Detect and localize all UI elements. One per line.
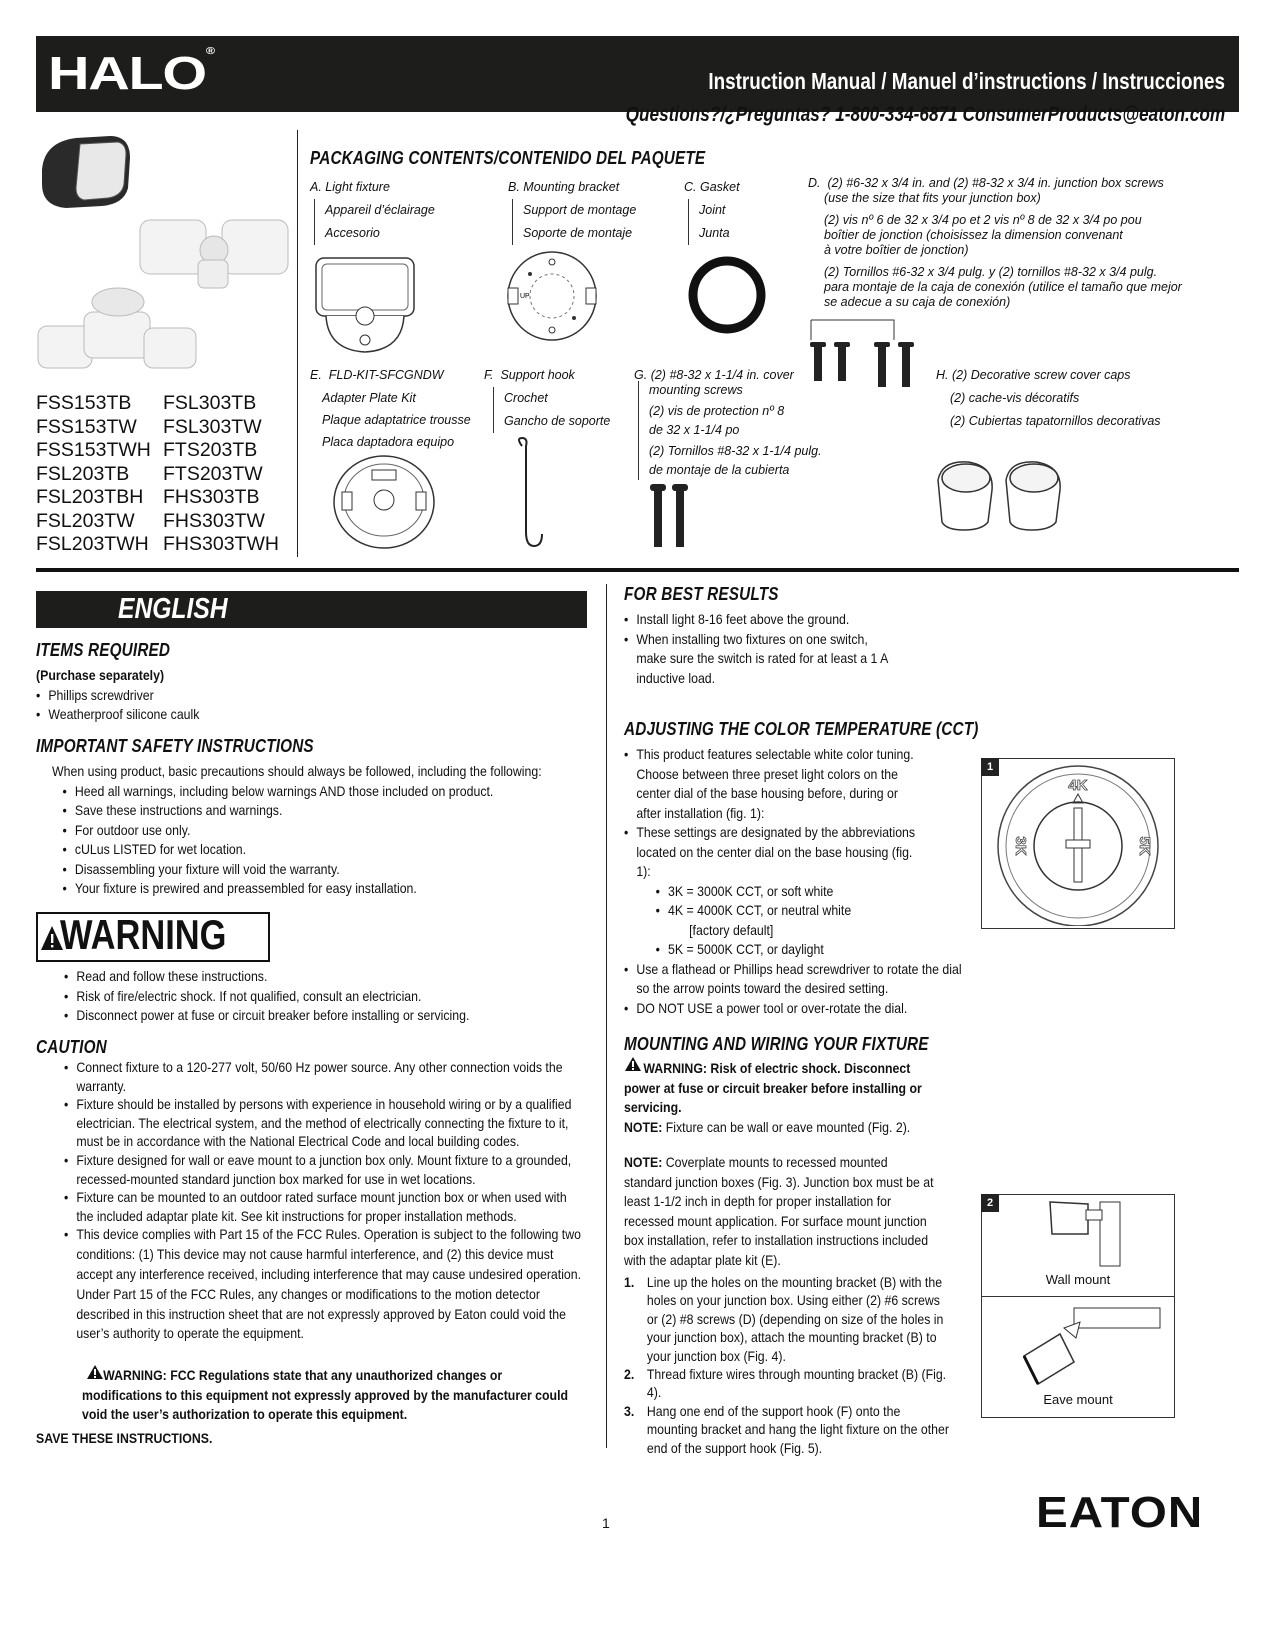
list-item: • Fixture designed for wall or eave mount to a junction box only. Mount fixture to a grounded, recessed-mounted standard junction box marked for use in wet locations. (64, 1151, 587, 1188)
model-number: FHS303TWH (163, 533, 279, 555)
section-rule (36, 568, 1239, 572)
item-a-translations: Appareil d’éclairage Accesorio (314, 199, 435, 245)
model-number: FSL203TW (36, 509, 135, 532)
step: 3. Hang one end of the support hook (F) onto the mounting bracket and hang the light fixture on the other end of the support hook (Fig. 5). (624, 1402, 949, 1456)
model-number: FSS153TW (36, 415, 137, 438)
packaging-heading: PACKAGING CONTENTS/CONTENIDO DEL PAQUETE (310, 148, 706, 168)
model-number: FSL203TB (36, 462, 130, 485)
item-d: D. (2) #6-32 x 3/4 in. and (2) #8-32 x 3/4 in. junction box screws (use the size that fits your junction box) (2) vis nº 6 de 32 x 3/4 po et 2 vis nº 8 de 32 x 3/4 po pou boîtier de jonction (choisissez la dimension convenant à votre boîtier de jonction) (2) Tornillos #6-32 x 3/4 pulg. y (2) tornillos #8-32 x 3/4 pulg. para montaje de la caja de conexión (utilice el tamaño que mejor se adecue a su caja de conexión) (808, 176, 1182, 309)
list-item: • Save these instructions and warnings. (63, 801, 616, 821)
warning-list (64, 967, 610, 1026)
model-list-col1 (36, 392, 151, 557)
double-head-fixture-image (140, 220, 288, 288)
cct-dial-image (994, 764, 1164, 926)
list-item: • Your fixture is prewired and preassembled for easy installation. (63, 879, 616, 899)
list-item: • This device complies with Part 15 of the FCC Rules. Operation is subject to the following two conditions: (1) This device may not cause harmful interference, and (2) this device must accept any interference received, including interference that may cause undesired operation. Under Part 15 of the FCC Rules, any changes or modifications to the motion detector described in this instruction sheet that are not expressly approved by Eaton could void the user’s authority to operate the equipment. (64, 1225, 587, 1344)
list-item: • Heed all warnings, including below warnings AND those included on product. (63, 782, 616, 802)
eave-mount-image (1014, 1304, 1164, 1390)
bracket-up-label: UP (520, 293, 530, 300)
save-instructions: SAVE THESE INSTRUCTIONS. (36, 1430, 213, 1446)
cover-screws-image (648, 480, 692, 552)
list-item: • Disconnect power at fuse or circuit breaker before installing or servicing. (64, 1006, 610, 1026)
gasket-image (682, 250, 772, 340)
caution-list (64, 1058, 587, 1344)
figure-number: 1 (981, 758, 999, 776)
dial-5k-label: 5K (1136, 836, 1153, 856)
support-hook-image (510, 436, 550, 552)
model-number: FTS203TW (163, 462, 263, 485)
divider (297, 130, 298, 557)
list-item: • cULus LISTED for wet location. (63, 840, 616, 860)
eave-mount-caption: Eave mount (1043, 1392, 1113, 1407)
list-item: • Install light 8-16 feet above the ground. (624, 610, 897, 630)
contact-line: Questions?/¿Preguntas? 1-800-334-6871 ConsumerProducts@eaton.com (625, 103, 1225, 126)
model-number: FSL303TB (163, 392, 257, 414)
screw-cover-caps-image (932, 456, 1072, 534)
cct-option: • 5K = 5000K CCT, or daylight (656, 940, 976, 960)
model-number: FHS303TW (163, 509, 265, 532)
item-f-translations: Crochet Gancho de soporte (493, 387, 610, 433)
list-item: • Read and follow these instructions. (64, 967, 610, 987)
item-c-translations: Joint Junta (688, 199, 730, 245)
figure-number: 2 (981, 1194, 999, 1212)
manual-title: Instruction Manual / Manuel d’instructions / Instrucciones (708, 68, 1225, 94)
list-item: • Phillips screwdriver (36, 686, 582, 706)
items-required-heading: ITEMS REQUIRED (36, 640, 171, 660)
model-number: FTS203TB (163, 439, 258, 461)
warning-label: WARNING (60, 911, 227, 958)
dial-3k-label: 3K (1012, 836, 1029, 856)
figure-divider (981, 1296, 1175, 1297)
model-number: FSS153TB (36, 392, 132, 414)
model-number: FSL203TBH (36, 486, 144, 508)
shock-warning: WARNING: Risk of electric shock. Disconnect power at fuse or circuit breaker before installing or servicing. (624, 1060, 922, 1115)
caution-heading: CAUTION (36, 1037, 107, 1057)
wall-mount-caption: Wall mount (1045, 1272, 1111, 1287)
page-number: 1 (602, 1515, 610, 1531)
item-e-translations: Adapter Plate Kit Plaque adaptatrice trousse Placa daptadora equipo (322, 391, 471, 449)
note-coverplate: Coverplate mounts to recessed mounted standard junction boxes (Fig. 3). Junction box must be at least 1-1/2 inch in depth for proper installation for recessed mount application. For surface mount junction box installation, refer to installation instructions included with the adaptar plate kit (E). (624, 1154, 934, 1268)
model-number: FSL303TW (163, 415, 262, 438)
dial-4k-label: 4K (1068, 777, 1088, 794)
single-head-fixture-image (42, 136, 130, 208)
note-wall-eave: Fixture can be wall or eave mounted (Fig. 2). (665, 1118, 911, 1135)
wall-mount-image (1040, 1198, 1130, 1268)
item-g-translations: mounting screws (2) vis de protection nº 8 de 32 x 1-1/4 po (2) Tornillos #8-32 x 1-1/4 pulg. de montaje de la cubierta (638, 381, 822, 480)
adapter-plate-image (328, 452, 440, 552)
best-results-list (624, 610, 897, 688)
junction-box-screws-image (804, 318, 924, 390)
list-item: • DO NOT USE a power tool or over-rotate the dial. (624, 999, 976, 1019)
cct-list (624, 745, 976, 1018)
item-g: G. (2) #8-32 x 1-1/4 in. cover (634, 368, 794, 382)
item-b-translations: Support de montage Soporte de montaje (512, 199, 636, 245)
step: 2. Thread fixture wires through mounting bracket (B) (Fig. 4). (624, 1366, 947, 1401)
mounting-steps (624, 1273, 950, 1457)
list-item: • Connect fixture to a 120-277 volt, 50/60 Hz power source. Any other connection voids the warranty. (64, 1058, 587, 1095)
safety-intro: When using product, basic precautions should always be followed, including the following: (52, 763, 542, 779)
cct-option: • 3K = 3000K CCT, or soft white (656, 882, 976, 902)
list-item: • Use a flathead or Phillips head screwdriver to rotate the dial so the arrow points toward the desired setting. (624, 960, 976, 999)
step: 1. Line up the holes on the mounting bracket (B) with the holes on your junction box. Using either (2) #6 screws or (2) #8 screws (D) (depending on size of the holes in your junction box), attach the mounting bracket (B) to your junction box (Fig. 4). (624, 1274, 944, 1364)
mounting-bracket-image (504, 248, 600, 344)
model-number: FSS153TWH (36, 439, 151, 461)
english-title: ENGLISH (118, 593, 228, 625)
list-item: • When installing two fixtures on one switch, make sure the switch is rated for at least a 1 A inductive load. (624, 630, 897, 689)
eaton-logo: EATON (1036, 1488, 1204, 1537)
halo-logo: HALO® (48, 46, 214, 99)
list-item: • Disassembling your fixture will void the warranty. (63, 860, 616, 880)
list-item: • These settings are designated by the abbreviations located on the center dial on the base housing (fig. 1): (624, 823, 923, 882)
cct-option: • 4K = 4000K CCT, or neutral white (656, 901, 976, 921)
list-item: • This product features selectable white color tuning. Choose between three preset light colors on the center dial of the base housing before, during or after installation (fig. 1): (624, 745, 923, 823)
list-item: • Fixture can be mounted to an outdoor rated surface mount junction box or when used with the included adaptar plate kit. See kit instructions for proper installation methods. (64, 1188, 587, 1225)
list-item: • Weatherproof silicone caulk (36, 705, 582, 725)
purchase-note: (Purchase separately) (36, 667, 165, 683)
item-e: E. FLD-KIT-SFCGNDW (310, 368, 444, 382)
item-h: H. (2) Decorative screw cover caps (936, 368, 1131, 382)
triple-head-fixture-image (38, 288, 196, 368)
list-item: • Fixture should be installed by persons with experience in household wiring or by a qualified electrician. The electrical system, and the method of electrically connecting the fixture to it, must be in accordance with the National Electrical Code and local building codes. (64, 1095, 587, 1151)
item-h-translations: (2) cache-vis décoratifs (2) Cubiertas tapatornillos decorativas (950, 391, 1161, 428)
items-required-list (36, 666, 582, 725)
model-list-col2 (163, 392, 279, 557)
item-b: B. Mounting bracket (508, 180, 620, 194)
list-item: • Risk of fire/electric shock. If not qualified, consult an electrician. (64, 987, 610, 1007)
best-results-heading: FOR BEST RESULTS (624, 584, 779, 604)
fcc-warning: WARNING: FCC Regulations state that any unauthorized changes or modifications to this equipment not expressly approved by the manufacturer could void the user’s authorization to operate this equipment. (82, 1367, 569, 1422)
factory-default: [factory default] (689, 921, 774, 938)
safety-heading: IMPORTANT SAFETY INSTRUCTIONS (36, 736, 314, 756)
item-f: F. Support hook (484, 368, 575, 382)
mounting-text: WARNING: Risk of electric shock. Disconnect power at fuse or circuit breaker before installing or servicing. NOTE: Fixture can be wall or eave mounted (Fig. 2). NOTE: Coverplate mounts to recessed mounted standard junction boxes (Fig. 3). Junction box must be at least 1-1/2 inch in depth for proper installation for recessed mount application. For surface mount junction box installation, refer to installation instructions included with the adaptar plate kit (E). (624, 1060, 934, 1268)
model-number: FSL203TWH (36, 533, 149, 555)
list-item: • For outdoor use only. (63, 821, 616, 841)
light-fixture-image (312, 254, 418, 356)
item-a: A. Light fixture (310, 180, 390, 194)
model-number: FHS303TB (163, 486, 260, 508)
cct-heading: ADJUSTING THE COLOR TEMPERATURE (CCT) (624, 719, 979, 739)
item-c: C. Gasket (684, 180, 740, 194)
product-photos (36, 132, 292, 377)
column-divider (606, 584, 607, 1448)
mounting-heading: MOUNTING AND WIRING YOUR FIXTURE (624, 1034, 929, 1054)
safety-list (52, 762, 615, 899)
